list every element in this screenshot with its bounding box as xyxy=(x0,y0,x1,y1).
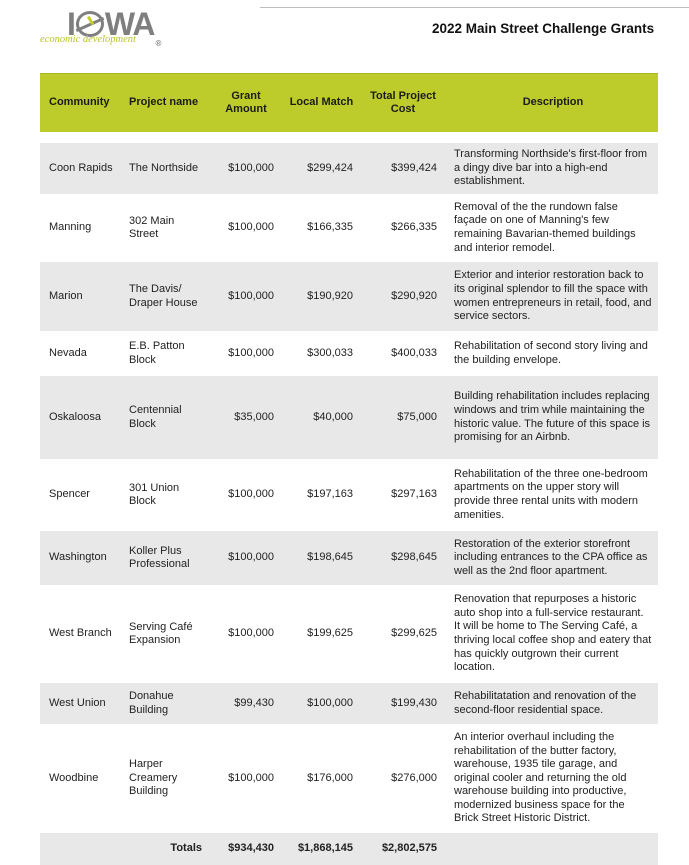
cell-description: Renovation that repurposes a historic auto shop into a full-service restaurant. It will be home to The Serving Café, a thriving local coffee shop and eatery that has quickly outgrown their current location. xyxy=(454,593,652,674)
cell-community: Marion xyxy=(49,289,83,302)
table-row xyxy=(40,683,658,725)
cell-description: Transforming Northside's first-floor from a dingy dive bar into a high-end establishment. xyxy=(454,148,648,188)
table-row xyxy=(40,725,658,833)
cell-project-name: Serving Café Expansion xyxy=(129,620,193,646)
cell-local-match: $40,000 xyxy=(313,410,353,423)
table-header-row xyxy=(40,73,658,132)
cell-local-match: $198,645 xyxy=(307,551,353,564)
cell-grant-amount: $100,000 xyxy=(228,346,274,359)
table-body xyxy=(40,143,658,833)
cell-community: Spencer xyxy=(49,488,90,501)
cell-description: Building rehabilitation includes replacing windows and trim while maintaining the historic value. The future of this space is promising for an Airbnb. xyxy=(454,390,651,444)
cell-description: Restoration of the exterior storefront including entrances to the CPA office as well as the 2nd floor apartment. xyxy=(454,537,648,577)
column-header-project: Project name xyxy=(129,96,199,109)
cell-project-name: Harper Creamery Building xyxy=(129,758,178,798)
cell-local-match: $166,335 xyxy=(307,221,353,234)
cell-grant-amount: $100,000 xyxy=(228,488,274,501)
column-header-community: Community xyxy=(49,96,110,109)
logo-subtitle: economic development xyxy=(40,34,136,45)
table-row xyxy=(40,460,658,531)
cell-project-name: The Davis/ Draper House xyxy=(129,283,198,309)
table-row xyxy=(40,195,658,262)
cell-total-cost: $298,645 xyxy=(391,551,437,564)
cell-grant-amount: $100,000 xyxy=(228,771,274,784)
cell-description: An interior overhaul including the rehabilitation of the butter factory, warehouse, 1935 tile garage, and original cooler and returning the old warehouse building into productive, modernized business space for the Brick Street Historic District. xyxy=(454,730,627,825)
cell-project-name: The Northside xyxy=(129,161,199,174)
cell-local-match: $176,000 xyxy=(307,771,353,784)
cell-total-cost: $276,000 xyxy=(391,771,437,784)
table-row xyxy=(40,376,658,460)
cell-community: Woodbine xyxy=(49,771,99,784)
cell-local-match: $197,163 xyxy=(307,488,353,501)
column-header-match: Local Match xyxy=(289,96,354,109)
cell-total-cost: $297,163 xyxy=(391,488,437,501)
cell-community: Coon Rapids xyxy=(49,161,113,174)
cell-description: Rehabilitation of the three one-bedroom apartments on the upper story will provide three rental units with modern amenities. xyxy=(454,467,648,521)
iowa-economic-development-logo xyxy=(40,8,200,48)
cell-grant-amount: $100,000 xyxy=(228,161,274,174)
table-row xyxy=(40,332,658,376)
cell-description: Rehabilitation of second story living and the building envelope. xyxy=(454,339,648,366)
cell-local-match: $299,424 xyxy=(307,161,353,174)
cell-total-cost: $400,033 xyxy=(391,346,437,359)
totals-total: $2,802,575 xyxy=(381,842,437,855)
cell-project-name: 302 Main Street xyxy=(129,214,175,240)
cell-total-cost: $75,000 xyxy=(397,410,437,423)
column-header-grant: Grant Amount xyxy=(225,89,267,115)
cell-project-name: Koller Plus Professional xyxy=(129,544,190,570)
totals-label: Totals xyxy=(170,842,202,855)
cell-project-name: 301 Union Block xyxy=(129,481,180,507)
totals-row xyxy=(40,833,658,865)
cell-project-name: E.B. Patton Block xyxy=(129,340,185,366)
cell-description: Removal of the the rundown false façade on one of Manning's few remaining Bavarian-themed buildings and interior remodel. xyxy=(454,200,636,254)
cell-total-cost: $199,430 xyxy=(391,696,437,709)
cell-local-match: $300,033 xyxy=(307,346,353,359)
cell-project-name: Donahue Building xyxy=(129,690,174,716)
cell-community: Oskaloosa xyxy=(49,410,101,423)
cell-community: West Branch xyxy=(49,627,112,640)
cell-grant-amount: $99,430 xyxy=(234,696,274,709)
grants-table xyxy=(40,73,658,865)
cell-grant-amount: $100,000 xyxy=(228,289,274,302)
top-rule xyxy=(260,7,689,8)
cell-community: West Union xyxy=(49,696,106,709)
totals-grant: $934,430 xyxy=(228,842,274,855)
totals-match: $1,868,145 xyxy=(297,842,353,855)
cell-total-cost: $299,625 xyxy=(391,627,437,640)
cell-total-cost: $290,920 xyxy=(391,289,437,302)
table-row xyxy=(40,143,658,195)
cell-description: Rehabilitatation and renovation of the second-floor residential space. xyxy=(454,689,637,716)
table-row xyxy=(40,262,658,332)
cell-grant-amount: $100,000 xyxy=(228,551,274,564)
cell-grant-amount: $100,000 xyxy=(228,627,274,640)
table-row xyxy=(40,586,658,683)
header-gap xyxy=(40,132,658,143)
cell-local-match: $100,000 xyxy=(307,696,353,709)
cell-grant-amount: $100,000 xyxy=(228,221,274,234)
cell-project-name: Centennial Block xyxy=(129,404,182,430)
column-header-total: Total Project Cost xyxy=(370,89,436,115)
table-row xyxy=(40,531,658,586)
logo-wordmark: I WA® xyxy=(67,6,161,48)
cell-local-match: $199,625 xyxy=(307,627,353,640)
document-title: 2022 Main Street Challenge Grants xyxy=(432,21,655,36)
cell-total-cost: $266,335 xyxy=(391,221,437,234)
cell-description: Exterior and interior restoration back to its original splendor to fill the space with women entrepreneurs in retail, food, and service sectors. xyxy=(454,269,652,323)
cell-total-cost: $399,424 xyxy=(391,161,437,174)
cell-community: Washington xyxy=(49,551,107,564)
cell-grant-amount: $35,000 xyxy=(234,410,274,423)
column-header-description: Description xyxy=(522,96,584,109)
cell-community: Nevada xyxy=(49,346,87,359)
cell-local-match: $190,920 xyxy=(307,289,353,302)
cell-community: Manning xyxy=(49,221,92,234)
